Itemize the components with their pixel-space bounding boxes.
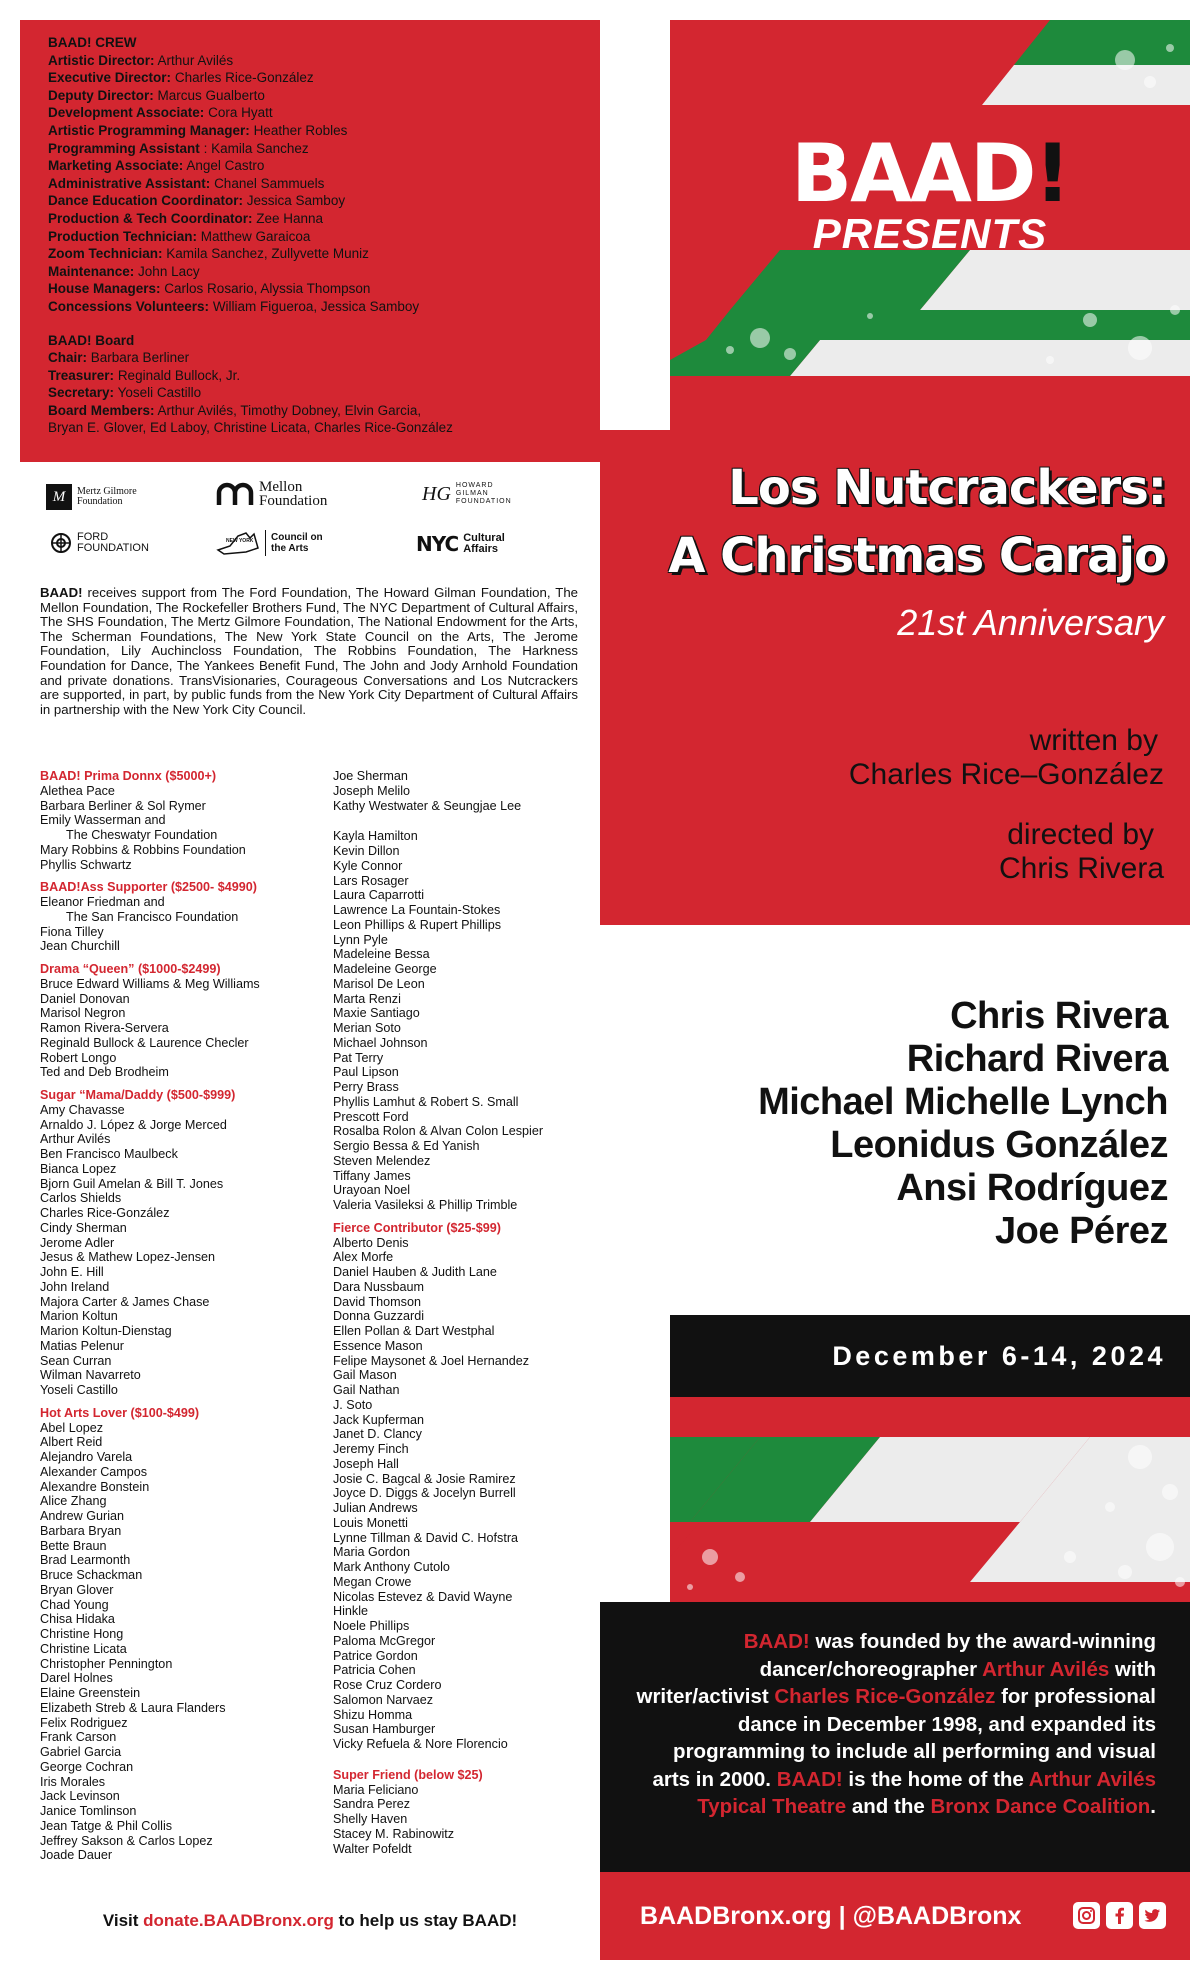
gilman-monogram-icon: HG (422, 482, 451, 505)
donor-name: Hinkle (333, 1604, 368, 1619)
crew-name: John Lacy (138, 263, 200, 279)
show-title-line-1: Los Nutcrackers: (728, 460, 1166, 516)
mertz-gilmore-logo: M Mertz Gilmore Foundation (46, 484, 137, 510)
crew-name: Jessica Samboy (246, 193, 346, 209)
donor-name: Prescott Ford (333, 1109, 409, 1124)
crew-name: : Kamila Sanchez (203, 140, 309, 156)
crew-row (48, 228, 572, 246)
donor-name: Joyce D. Diggs & Jocelyn Burrell (333, 1486, 516, 1501)
donor-name: Emily Wasserman and (40, 813, 166, 828)
cast-member: Chris Rivera (950, 995, 1168, 1037)
donor-name: Ben Francisco Maulbeck (40, 1147, 178, 1161)
crew-role: Maintenance: (48, 263, 135, 279)
show-title-panel (600, 430, 1190, 925)
donor-name: Patrice Gordon (333, 1648, 418, 1663)
baad-wordmark: BAAD! (791, 127, 1069, 220)
donor-name: Steven Melendez (333, 1153, 431, 1168)
crew-role: Production & Tech Coordinator: (48, 210, 253, 226)
spacer (40, 1398, 320, 1406)
about-baad-text: BAAD! was founded by the award-winning dancer/choreographer Arthur Avilés with writer/activist Charles Rice-González for professional dance in December 1998, and expanded its programming to include all performing and visual arts in 2000. BAAD! is the home of the Arthur Avilés Typical Theatre and the Bronx Dance Coalition. (636, 1630, 1156, 1818)
donor-name: Felix Rodriguez (40, 1715, 128, 1730)
crew-name: Charles Rice-González (174, 70, 314, 86)
crew-role: Marketing Associate: (48, 158, 184, 174)
spacer (333, 813, 603, 829)
donor-name: Salomon Narvaez (333, 1692, 434, 1707)
donor-name: Jean Churchill (40, 939, 120, 954)
donor-name: Jack Kupferman (333, 1412, 424, 1427)
crew-name: Matthew Garaicoa (200, 228, 311, 244)
donor-name: Paloma McGregor (333, 1633, 436, 1648)
social-icons (1073, 1902, 1166, 1929)
donor-name: Majora Carter & James Chase (40, 1294, 210, 1309)
donor-name: Phyllis Lamhut & Robert S. Small (333, 1094, 519, 1109)
donor-name: Felipe Maysonet & Joel Hernandez (333, 1353, 530, 1368)
crew-role: Development Associate: (48, 105, 205, 121)
donor-name: Christine Licata (40, 1641, 127, 1656)
donor-name: Jeremy Finch (333, 1442, 409, 1456)
crew-row (48, 210, 572, 228)
donor-name: Christopher Pennington (40, 1656, 173, 1671)
crew-name: Marcus Gualberto (157, 87, 265, 103)
board-name: Reginald Bullock, Jr. (117, 367, 241, 383)
donor-name: Jerome Adler (40, 1235, 115, 1250)
written-by-label: written by (1029, 724, 1158, 757)
donor-name: Patricia Cohen (333, 1663, 416, 1678)
donor-name: Alexandre Bonstein (40, 1479, 150, 1494)
donor-name: Essence Mason (333, 1338, 423, 1353)
crew-name: William Figueroa, Jessica Samboy (212, 298, 420, 314)
donor-name: Megan Crowe (333, 1574, 412, 1589)
donor-name: Gail Mason (333, 1368, 397, 1383)
crew-row (48, 69, 572, 87)
donor-name: Walter Pofeldt (333, 1841, 412, 1856)
donor-name: Marisol De Leon (333, 976, 425, 991)
donor-name: Paul Lipson (333, 1065, 399, 1080)
crew-row (48, 52, 572, 70)
donor-name: Noele Phillips (333, 1619, 410, 1633)
crew-panel (20, 20, 600, 462)
facebook-icon[interactable] (1106, 1902, 1133, 1929)
donor-name: Bruce Edward Williams & Meg Williams (40, 976, 260, 991)
crew-row (48, 298, 572, 316)
donor-name: Donna Guzzardi (333, 1309, 425, 1324)
donor-name: The Cheswatyr Foundation (66, 828, 218, 842)
presents-label: PRESENTS (812, 210, 1048, 257)
donor-name: Eleanor Friedman and (40, 895, 165, 909)
nyc-icon: NYC (416, 532, 459, 556)
donor-name: Frank Carson (40, 1730, 117, 1745)
donor-name: Bette Braun (40, 1538, 107, 1553)
crew-role: House Managers: (48, 281, 161, 297)
nyc-cultural-affairs-logo: NYC Cultural Affairs (416, 532, 505, 556)
donor-name: Sandra Perez (333, 1797, 411, 1812)
crew-row (48, 263, 572, 281)
directed-by-label: directed by (1007, 818, 1154, 851)
anniversary-label: 21st Anniversary (897, 602, 1164, 643)
donor-name: Shelly Haven (333, 1812, 408, 1826)
donor-name: Marion Koltun-Dienstag (40, 1324, 172, 1338)
donor-name: Ted and Deb Brodheim (40, 1065, 169, 1080)
donor-tier-heading: Drama “Queen” ($1000-$2499) (40, 962, 221, 976)
donor-name: Lawrence La Fountain-Stokes (333, 903, 501, 917)
donor-name: George Cochran (40, 1759, 134, 1774)
donor-name: Arnaldo J. López & Jorge Merced (40, 1117, 227, 1132)
donor-name: Joade Dauer (40, 1848, 113, 1863)
donor-name: Alice Zhang (40, 1494, 107, 1509)
mertz-gilmore-icon: M (46, 484, 72, 510)
director-name: Chris Rivera (998, 852, 1164, 885)
crew-row (48, 140, 572, 158)
donor-name: Amy Chavasse (40, 1102, 125, 1117)
crew-row (48, 192, 572, 210)
donor-tier-heading: Fierce Contributor ($25-$99) (333, 1220, 501, 1235)
crew-row (48, 122, 572, 140)
board-role: Treasurer: (48, 367, 115, 383)
donor-name: Daniel Donovan (40, 991, 130, 1006)
donor-tier-heading: Super Friend (below $25) (333, 1767, 483, 1782)
donor-name: Jack Levinson (40, 1789, 120, 1804)
donor-name: Josie C. Bagcal & Josie Ramirez (333, 1471, 516, 1486)
donor-name: Susan Hamburger (333, 1722, 436, 1737)
performance-dates: December 6-14, 2024 (670, 1315, 1190, 1397)
donor-name: Joe Sherman (333, 769, 408, 783)
crew-role: Executive Director: (48, 70, 172, 86)
donor-name: Mark Anthony Cutolo (333, 1560, 450, 1574)
donor-tier-heading: BAAD!Ass Supporter ($2500- $4990) (40, 880, 257, 895)
hero-banner (670, 20, 1190, 430)
crew-role: Production Technician: (48, 228, 198, 244)
donor-name: Ramon Rivera-Servera (40, 1021, 169, 1035)
crew-row (48, 280, 572, 298)
howard-gilman-logo: HG HOWARD GILMAN FOUNDATION (422, 482, 512, 505)
board-title: BAAD! Board (48, 332, 135, 348)
donor-name: Kathy Westwater & Seungjae Lee (333, 798, 522, 813)
ribbon-stripes-lower (670, 1397, 1190, 1602)
baad-presents-logo (670, 127, 1190, 258)
board-row (48, 402, 572, 420)
donor-name: Kyle Connor (333, 858, 403, 873)
crew-role: Administrative Assistant: (48, 175, 211, 191)
donor-name: Urayoan Noel (333, 1183, 411, 1198)
crew-name: Heather Robles (253, 122, 348, 138)
crew-role: Deputy Director: (48, 87, 154, 103)
donor-name: Alexander Campos (40, 1464, 148, 1479)
donor-name: Perry Brass (333, 1080, 399, 1094)
donor-name: Lars Rosager (333, 873, 409, 888)
donor-name: Alejandro Varela (40, 1450, 133, 1464)
donor-name: Alberto Denis (333, 1235, 409, 1250)
donor-name: Merian Soto (333, 1021, 401, 1035)
donor-name: Rosalba Rolon & Alvan Colon Lespier (333, 1124, 544, 1139)
donor-name: Leon Phillips & Rupert Phillips (333, 917, 502, 932)
donor-name: Joseph Hall (333, 1456, 399, 1471)
donate-link[interactable]: donate.BAADBronx.org (143, 1911, 334, 1930)
donor-name: Chad Young (40, 1597, 109, 1612)
donor-name: Barbara Berliner & Sol Rymer (40, 798, 206, 813)
donor-name: Charles Rice-González (40, 1206, 170, 1220)
crew-title: BAAD! CREW (48, 35, 137, 50)
donor-name: Rose Cruz Cordero (333, 1678, 442, 1692)
donor-name: Darel Holnes (40, 1671, 113, 1686)
donor-name: Christine Hong (40, 1627, 124, 1641)
donor-name: Gail Nathan (333, 1383, 400, 1397)
board-row (48, 367, 572, 385)
donor-name: Laura Caparrotti (333, 888, 425, 903)
donor-name: Alex Morfe (333, 1250, 394, 1265)
spacer (40, 1080, 320, 1088)
donor-name: Barbara Bryan (40, 1523, 122, 1538)
donor-name: Sean Curran (40, 1353, 112, 1368)
donor-name: Marta Renzi (333, 991, 401, 1006)
ford-foundation-logo: FORD FOUNDATION (50, 532, 149, 554)
donor-tier-heading: BAAD! Prima Donnx ($5000+) (40, 769, 217, 783)
mellon-foundation-logo: Mellon Foundation (216, 480, 327, 508)
donor-column-1 (40, 769, 320, 1863)
donor-name: Bianca Lopez (40, 1161, 117, 1176)
donor-name: Julian Andrews (333, 1501, 418, 1515)
donor-name: Bjorn Guil Amelan & Bill T. Jones (40, 1176, 224, 1191)
donor-name: Pat Terry (333, 1050, 384, 1065)
crew-row (48, 245, 572, 263)
new-york-state-icon: NEW YORK (216, 530, 260, 556)
donor-name: Arthur Avilés (40, 1132, 111, 1147)
donor-name: Vicky Refuela & Nore Florencio (333, 1737, 508, 1751)
donor-name: John E. Hill (40, 1265, 104, 1279)
cast-list (670, 925, 1190, 1315)
crew-role: Artistic Director: (48, 52, 155, 68)
donor-name: Lynn Pyle (333, 932, 388, 947)
board-role: Chair: (48, 350, 88, 366)
donor-name: Marion Koltun (40, 1309, 118, 1324)
social-text: BAADBronx.org | @BAADBronx (640, 1902, 1022, 1930)
donor-name: Maria Gordon (333, 1545, 410, 1560)
ribbon-banner (670, 1397, 1190, 1602)
donor-name: Maria Feliciano (333, 1782, 419, 1797)
donor-name: Andrew Gurian (40, 1509, 124, 1523)
donor-name: Mary Robbins & Robbins Foundation (40, 842, 246, 857)
crew-row (48, 157, 572, 175)
show-title-line-2: A Christmas Carajo (668, 528, 1166, 584)
crew-name: Cora Hyatt (208, 105, 273, 121)
donor-name: Gabriel Garcia (40, 1745, 122, 1759)
donor-name: Michael Johnson (333, 1035, 428, 1050)
crew-list (48, 52, 572, 316)
donor-name: Elaine Greenstein (40, 1686, 141, 1700)
donor-tier-heading: Hot Arts Lover ($100-$499) (40, 1405, 200, 1420)
donor-name: Kevin Dillon (333, 844, 400, 858)
cast-member: Richard Rivera (906, 1038, 1168, 1080)
crew-row (48, 104, 572, 122)
donor-name: Dara Nussbaum (333, 1279, 424, 1294)
board-list (48, 349, 572, 419)
social-footer (600, 1872, 1190, 1960)
board-row (48, 349, 572, 367)
donor-name: Ellen Pollan & Dart Westphal (333, 1324, 495, 1338)
donor-name: Yoseli Castillo (40, 1383, 118, 1397)
ford-globe-icon (50, 532, 72, 554)
donor-name: Brad Learmonth (40, 1553, 131, 1568)
twitter-icon[interactable] (1139, 1902, 1166, 1929)
donor-name: Alethea Pace (40, 783, 115, 798)
donor-column-2 (333, 769, 603, 1856)
donor-name: Nicolas Estevez & David Wayne (333, 1589, 513, 1604)
cast-member: Joe Pérez (995, 1210, 1168, 1252)
donor-name: Jean Tatge & Phil Collis (40, 1818, 173, 1833)
donor-name: Fiona Tilley (40, 924, 104, 939)
donor-name: Valeria Vasileksi & Phillip Trimble (333, 1198, 518, 1212)
writer-name: Charles Rice–González (848, 758, 1164, 791)
donor-name: Cindy Sherman (40, 1220, 127, 1235)
instagram-icon[interactable] (1073, 1902, 1100, 1929)
crew-name: Carlos Rosario, Alyssia Thompson (164, 281, 371, 297)
donor-name: Tiffany James (333, 1168, 411, 1183)
board-role: Board Members: (48, 402, 155, 418)
donor-name: John Ireland (40, 1279, 110, 1294)
donor-name: Daniel Hauben & Judith Lane (333, 1265, 497, 1279)
crew-name: Zee Hanna (256, 210, 324, 226)
donor-name: Lynne Tillman & David C. Hofstra (333, 1530, 519, 1545)
website-link[interactable]: BAADBronx.org (640, 1902, 832, 1930)
crew-role: Artistic Programming Manager: (48, 122, 250, 138)
donor-name: Carlos Shields (40, 1191, 122, 1206)
donor-name: Janice Tomlinson (40, 1804, 137, 1818)
spacer (40, 872, 320, 880)
donor-name: David Thomson (333, 1294, 421, 1309)
about-baad-panel (600, 1602, 1190, 1872)
crew-row (48, 175, 572, 193)
donate-callout: Visit donate.BAADBronx.org to help us stay BAAD! (102, 1911, 518, 1930)
cast-member: Leonidus González (830, 1124, 1168, 1166)
donor-name: Elizabeth Streb & Laura Flanders (40, 1700, 226, 1715)
donor-name: Phyllis Schwartz (40, 857, 132, 872)
donor-name: Madeleine George (333, 962, 437, 976)
donor-name: J. Soto (333, 1397, 373, 1412)
board-members-continued: Bryan E. Glover, Ed Laboy, Christine Licata, Charles Rice-González (48, 420, 453, 436)
donor-name: Abel Lopez (40, 1420, 104, 1435)
donor-name: Marisol Negron (40, 1006, 126, 1021)
donor-name: Reginald Bullock & Laurence Checler (40, 1035, 249, 1050)
donor-name: Wilman Navarreto (40, 1368, 141, 1383)
crew-role: Zoom Technician: (48, 246, 163, 262)
funder-logos (40, 478, 580, 566)
crew-name: Arthur Avilés (157, 52, 234, 68)
donor-name: Madeleine Bessa (333, 947, 430, 962)
board-name: Arthur Avilés, Timothy Dobney, Elvin Garcia, (157, 402, 422, 418)
donor-name: Jesus & Mathew Lopez-Jensen (40, 1250, 216, 1265)
cast-member: Ansi Rodríguez (896, 1167, 1168, 1209)
mellon-arch-icon (216, 481, 254, 507)
cast-member: Michael Michelle Lynch (758, 1081, 1168, 1123)
crew-row (48, 87, 572, 105)
donor-name: Stacey M. Rabinowitz (333, 1826, 455, 1841)
donor-name: Iris Morales (40, 1774, 106, 1789)
nysca-logo: NEW YORK Council on the Arts (216, 530, 323, 556)
donor-name: Jeffrey Sakson & Carlos Lopez (40, 1833, 213, 1848)
donor-name: Chisa Hidaka (40, 1612, 115, 1627)
donor-name: Janet D. Clancy (333, 1427, 422, 1442)
donor-name: Albert Reid (40, 1435, 103, 1450)
social-handle[interactable]: @BAADBronx (852, 1902, 1022, 1930)
crew-role: Concessions Volunteers: (48, 298, 210, 314)
donor-name: Matias Pelenur (40, 1338, 124, 1353)
donor-name: Maxie Santiago (333, 1006, 420, 1021)
crew-name: Kamila Sanchez, Zullyvette Muniz (166, 246, 369, 262)
donor-name: Kayla Hamilton (333, 829, 418, 844)
spacer (333, 1213, 603, 1221)
donor-name: Bruce Schackman (40, 1568, 143, 1582)
donor-name: The San Francisco Foundation (66, 909, 239, 924)
crew-role: Dance Education Coordinator: (48, 193, 244, 209)
board-row (48, 384, 572, 402)
donor-name: Bryan Glover (40, 1582, 114, 1597)
donor-tier-heading: Sugar “Mama/Daddy ($500-$999) (40, 1088, 236, 1102)
donor-name: Joseph Melilo (333, 783, 411, 798)
donor-name: Robert Longo (40, 1050, 117, 1065)
spacer (40, 954, 320, 962)
crew-name: Angel Castro (186, 158, 265, 174)
donor-name: Shizu Homma (333, 1707, 413, 1722)
support-statement: BAAD! receives support from The Ford Foundation, The Howard Gilman Foundation, The Mellon Foundation, The Rockefeller Brothers Fund, The NYC Department of Cultural Affairs, The SHS Foundation, The Mertz Gilmore Foundation, The National Endowment for the Arts, The Scherman Foundations, The New York State Council on the Arts, The Jerome Foundation, Lily Auchincloss Foundation, The Robbins Foundation, The Harkness Foundation for Dance, The Yankees Benefit Fund, The John and Jody Arnhold Foundation and private donations. TransVisionaries, Courageous Conversations and Los Nutcrackers are supported, in part, by public funds from the New York City Department of Cultural Affairs in partnership with the New York City Council. (40, 585, 578, 717)
donor-name: Sergio Bessa & Ed Yanish (333, 1139, 480, 1153)
spacer (333, 1752, 603, 1768)
board-role: Secretary: (48, 385, 115, 401)
crew-role: Programming Assistant (48, 140, 200, 156)
board-name: Yoseli Castillo (117, 385, 202, 401)
donor-name: Louis Monetti (333, 1515, 408, 1530)
board-name: Barbara Berliner (90, 350, 190, 366)
crew-name: Chanel Sammuels (214, 175, 325, 191)
